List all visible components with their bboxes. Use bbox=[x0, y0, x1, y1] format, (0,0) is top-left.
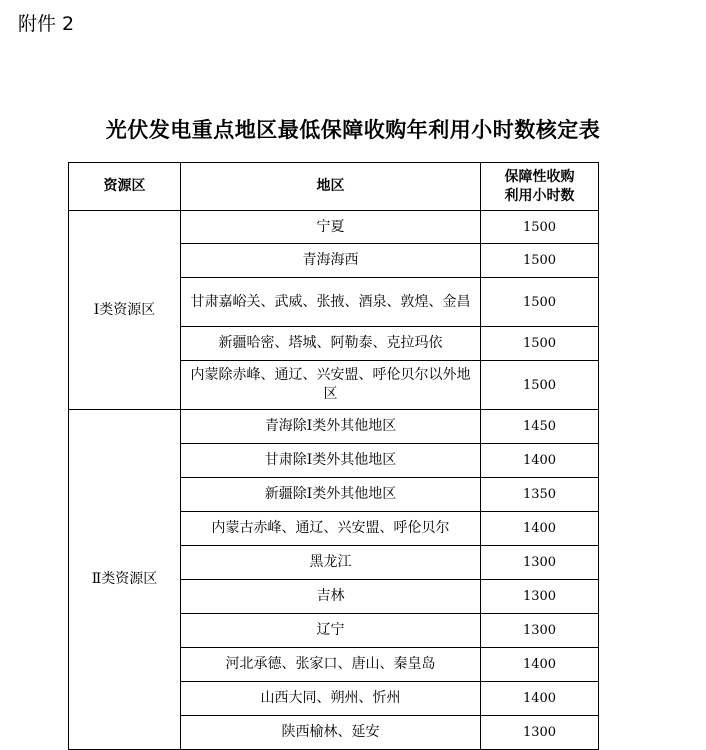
region-cell: 陕西榆林、延安 bbox=[181, 716, 481, 750]
hours-cell: 1300 bbox=[481, 716, 599, 750]
header-hours bbox=[481, 163, 599, 211]
region-cell: 甘肃嘉峪关、武威、张掖、酒泉、敦煌、金昌 bbox=[181, 278, 481, 327]
zone-cell-class-2: Ⅱ类资源区 bbox=[69, 410, 181, 750]
header-region: 地区 bbox=[181, 163, 481, 211]
attachment-label: 附件 2 bbox=[18, 13, 75, 35]
zone-cell-class-1: Ⅰ类资源区 bbox=[69, 211, 181, 410]
region-cell: 辽宁 bbox=[181, 614, 481, 648]
region-cell: 新疆除Ⅰ类外其他地区 bbox=[181, 478, 481, 512]
region-cell: 甘肃除Ⅰ类外其他地区 bbox=[181, 444, 481, 478]
hours-cell: 1500 bbox=[481, 327, 599, 361]
region-cell: 内蒙古赤峰、通辽、兴安盟、呼伦贝尔 bbox=[181, 512, 481, 546]
hours-cell: 1400 bbox=[481, 444, 599, 478]
region-cell: 山西大同、朔州、忻州 bbox=[181, 682, 481, 716]
region-cell: 青海海西 bbox=[181, 244, 481, 278]
table-row bbox=[69, 211, 599, 244]
hours-cell: 1300 bbox=[481, 580, 599, 614]
hours-cell: 1350 bbox=[481, 478, 599, 512]
document-title: 光伏发电重点地区最低保障收购年利用小时数核定表 bbox=[105, 118, 601, 142]
region-cell: 宁夏 bbox=[181, 211, 481, 244]
hours-cell: 1400 bbox=[481, 512, 599, 546]
table-row bbox=[69, 410, 599, 444]
region-cell: 新疆哈密、塔城、阿勒泰、克拉玛依 bbox=[181, 327, 481, 361]
region-cell: 河北承德、张家口、唐山、秦皇岛 bbox=[181, 648, 481, 682]
hours-cell: 1500 bbox=[481, 278, 599, 327]
hours-cell: 1500 bbox=[481, 244, 599, 278]
table-header-row bbox=[69, 163, 599, 211]
hours-cell: 1400 bbox=[481, 648, 599, 682]
hours-cell: 1500 bbox=[481, 211, 599, 244]
region-cell: 青海除Ⅰ类外其他地区 bbox=[181, 410, 481, 444]
header-hours-line1: 保障性收购 bbox=[504, 168, 575, 185]
hours-cell: 1300 bbox=[481, 614, 599, 648]
hours-cell: 1400 bbox=[481, 682, 599, 716]
hours-cell: 1450 bbox=[481, 410, 599, 444]
header-resource-zone: 资源区 bbox=[69, 163, 181, 211]
quota-table bbox=[68, 162, 599, 750]
header-hours-line2: 利用小时数 bbox=[504, 187, 575, 204]
region-cell: 吉林 bbox=[181, 580, 481, 614]
region-cell: 黑龙江 bbox=[181, 546, 481, 580]
hours-cell: 1300 bbox=[481, 546, 599, 580]
hours-cell: 1500 bbox=[481, 361, 599, 410]
region-cell: 内蒙除赤峰、通辽、兴安盟、呼伦贝尔以外地区 bbox=[181, 361, 481, 410]
